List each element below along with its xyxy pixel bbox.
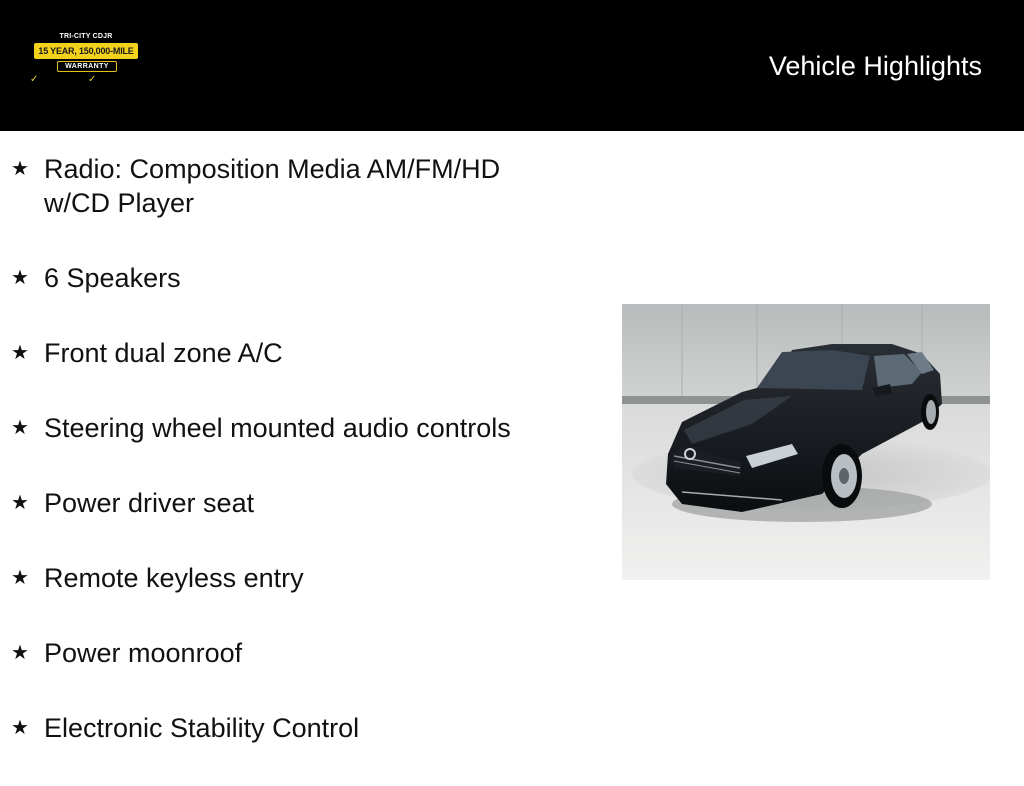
star-icon: ★ — [11, 567, 29, 589]
feature-item — [0, 561, 600, 595]
vehicle-photo — [622, 304, 990, 580]
feature-label: Electronic Stability Control — [44, 713, 360, 743]
check-icon: ✓ — [88, 74, 97, 85]
star-icon: ★ — [11, 642, 29, 664]
feature-item — [0, 261, 600, 295]
feature-item — [0, 711, 600, 745]
logo-dealer-name: TRI-CITY CDJR — [59, 33, 113, 40]
feature-item — [0, 486, 600, 520]
star-icon: ★ — [11, 267, 29, 289]
feature-label: Power driver seat — [44, 488, 255, 518]
feature-label: Front dual zone A/C — [44, 338, 283, 368]
logo-warranty-band: 15 YEAR, 150,000-MILE — [34, 43, 138, 59]
star-icon: ★ — [11, 417, 29, 439]
feature-item — [0, 336, 600, 370]
star-icon: ★ — [11, 717, 29, 739]
star-icon: ★ — [11, 492, 29, 514]
dealer-warranty-logo — [30, 30, 142, 92]
feature-item — [0, 152, 600, 220]
feature-item — [0, 411, 600, 445]
header-bar — [0, 0, 1024, 131]
sedan-image — [622, 304, 990, 580]
feature-label: Radio: Composition Media AM/FM/HD w/CD Player — [44, 154, 501, 218]
page-title: Vehicle Highlights — [768, 51, 982, 81]
star-icon: ★ — [11, 342, 29, 364]
star-icon: ★ — [11, 158, 29, 180]
feature-label: 6 Speakers — [44, 263, 181, 293]
check-icon: ✓ — [30, 74, 39, 85]
feature-label: Remote keyless entry — [44, 563, 304, 593]
feature-label: Steering wheel mounted audio controls — [44, 413, 511, 443]
logo-warranty-label: WARRANTY — [57, 61, 117, 72]
feature-label: Power moonroof — [44, 638, 243, 668]
feature-list — [0, 152, 600, 786]
feature-item — [0, 636, 600, 670]
